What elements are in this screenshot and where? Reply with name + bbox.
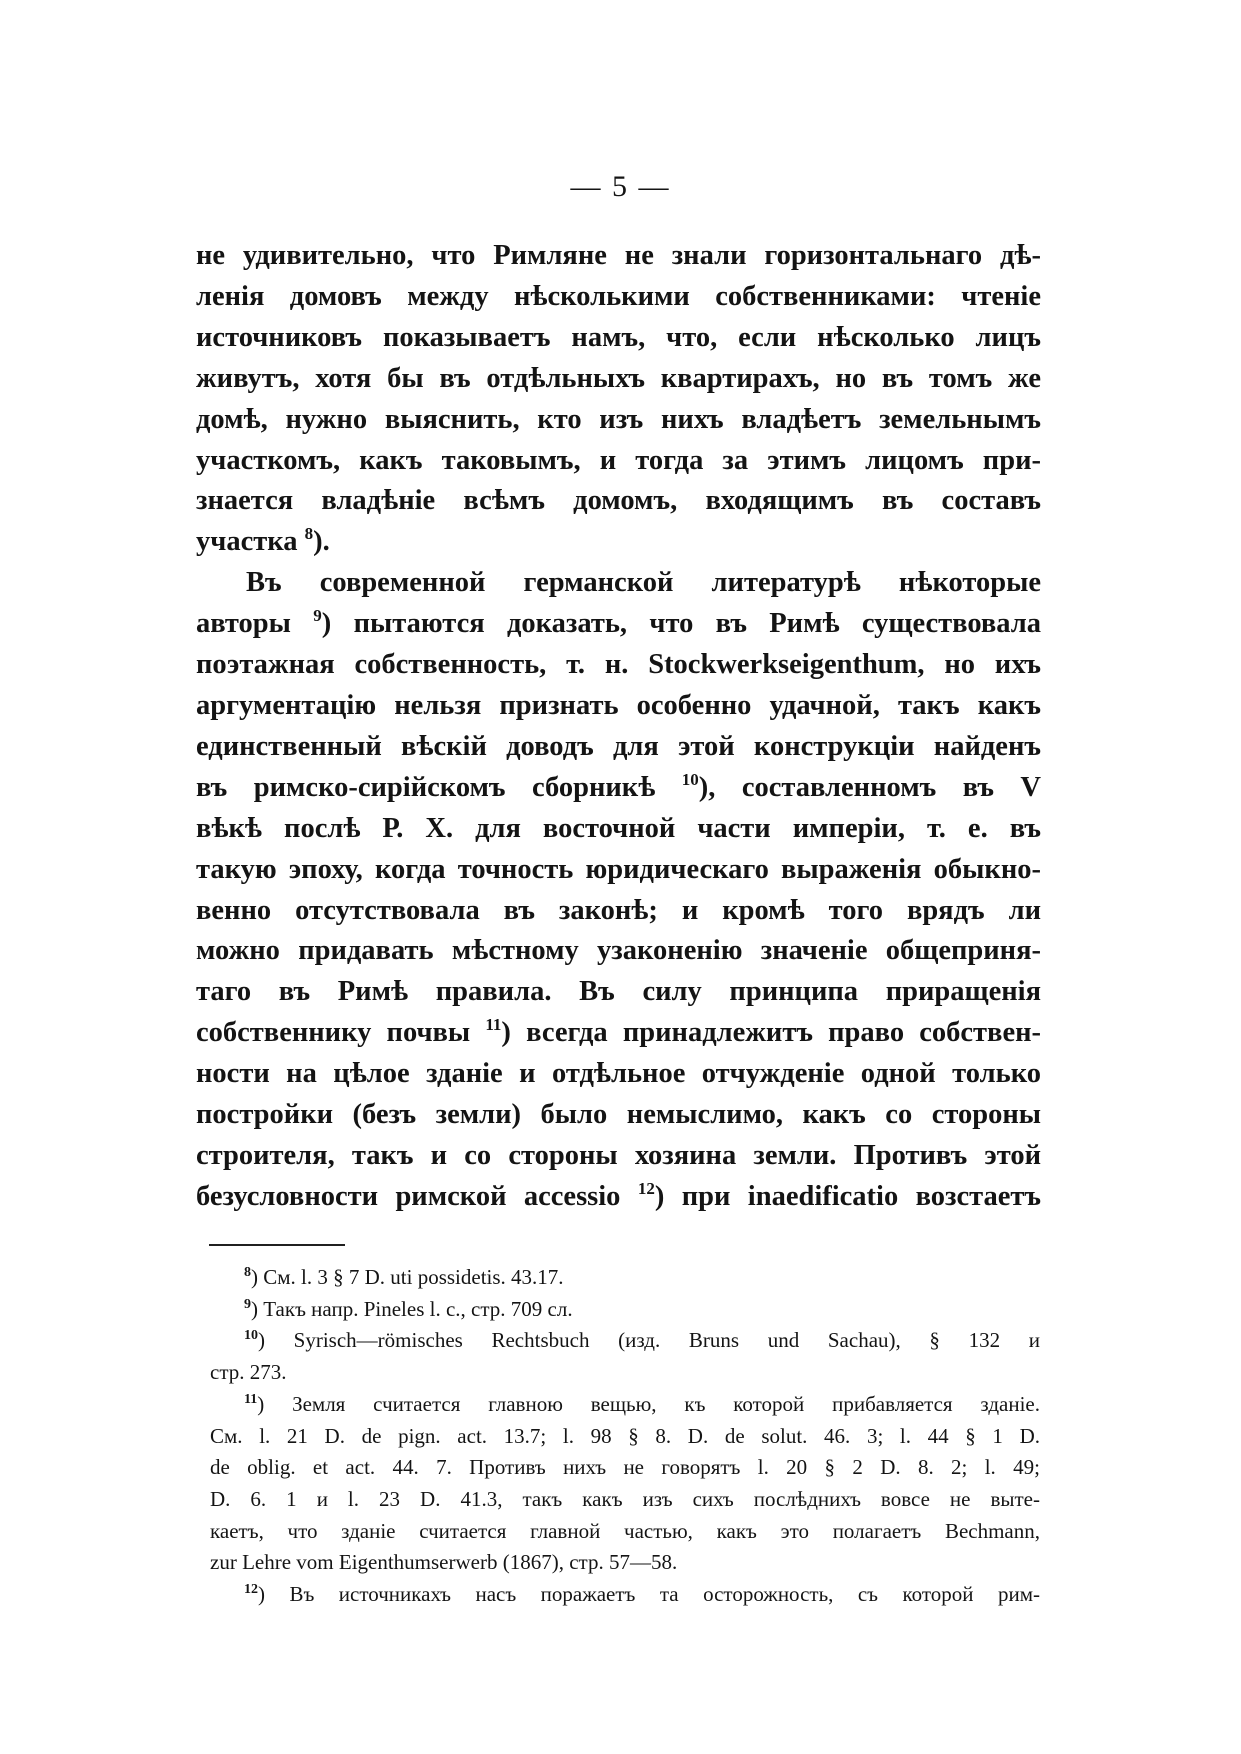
footnote-mark: 9 [244, 1296, 251, 1312]
footnote-text: ) Syrisch—römisches Rechtsbuch (изд. Bruns und Sachau), § 132 и [258, 1328, 1040, 1353]
text-line: таго въ Римѣ правила. Въ силу принципа приращенія [196, 976, 1041, 1008]
text-fragment: авторы [196, 608, 291, 640]
text-line: домѣ, нужно выяснить, кто изъ нихъ владѣетъ земельнымъ [196, 403, 1041, 435]
text-fragment: составленномъ въ V [741, 771, 1042, 803]
text-line: источниковъ показываетъ намъ, что, если нѣсколько лицъ [196, 321, 1041, 353]
footnote-ref-10: 10 [681, 769, 699, 789]
text-line: аргументацію нельзя признать особенно удачной, такъ какъ [196, 689, 1041, 721]
text-line: знается владѣніе всѣмъ домомъ, входящимъ въ составъ [196, 485, 1041, 517]
text-line: ленія домовъ между нѣсколькими собственниками: чтеніе [196, 280, 1041, 312]
page-number: — 5 — [570, 170, 671, 203]
text-line: ности на цѣлое зданіе и отдѣльное отчужденіе одной только [196, 1058, 1041, 1090]
footnote-mark: 10 [244, 1328, 258, 1344]
footnote-mark: 11 [244, 1391, 258, 1407]
text-line: вѣкѣ послѣ Р. Х. для восточной части имперіи, т. е. въ [196, 812, 1041, 844]
footnote-line: стр. 273. [210, 1360, 287, 1385]
punctuation: ) [501, 1017, 511, 1049]
footnotes [210, 1262, 1040, 1611]
text-line: Въ современной германской литературѣ нѣкоторые [246, 567, 1041, 599]
text-line: участкомъ, какъ таковымъ, и тогда за этимъ лицомъ при- [196, 444, 1041, 476]
text-line: единственный вѣскій доводъ для этой конструкціи найденъ [196, 730, 1041, 762]
text-fragment: при inaedificatio возстаетъ [681, 1180, 1041, 1212]
footnote-mark: 8 [244, 1265, 251, 1280]
footnote-8 [210, 1262, 1040, 1294]
text-line: живутъ, хотя бы въ отдѣльныхъ квартирахъ, но въ томъ же [196, 362, 1041, 394]
footnote-ref-11: 11 [485, 1015, 502, 1035]
footnote-text: ) См. l. 3 § 7 D. uti possidetis. 43.17. [251, 1265, 564, 1289]
footnote-line: de oblig. et act. 44. 7. Противъ нихъ не говорятъ l. 20 § 2 D. 8. 2; l. 49; [210, 1455, 1040, 1480]
text-line: не удивительно, что Римляне не знали горизонтальнаго дѣ- [196, 240, 1041, 271]
text-fragment: всегда принадлежитъ право собствен- [526, 1017, 1042, 1049]
text-line [196, 604, 1041, 645]
footnote-ref-8: 8 [304, 524, 314, 544]
punctuation: ) [321, 608, 332, 640]
text-line [196, 1177, 1041, 1218]
footnote-9 [210, 1294, 1040, 1326]
footnote-ref-12: 12 [637, 1178, 655, 1198]
footnote-line: каетъ, что зданіе считается главной частью, какъ это полагаетъ Bechmann, [210, 1518, 1040, 1543]
text-line: постройки (безъ земли) было немыслимо, какъ со стороны [196, 1099, 1041, 1131]
footnote-line: См. l. 21 D. de pign. act. 13.7; l. 98 § 8. D. de solut. 46. 3; l. 44 § 1 D. [210, 1423, 1040, 1448]
footnote-text: ) Такъ напр. Pineles l. c., стр. 709 сл. [251, 1296, 573, 1321]
text-line: строителя, такъ и со стороны хозяина земли. Противъ этой [196, 1139, 1041, 1171]
footnote-12 [210, 1579, 1040, 1611]
text-fragment: собственнику почвы [196, 1017, 471, 1049]
text-line: такую эпоху, когда точность юридическаго выраженія обыкно- [196, 853, 1041, 885]
text-line [196, 522, 1041, 563]
text-line: можно придавать мѣстному узаконенію значеніе общеприня- [196, 935, 1041, 967]
text-fragment: въ римско-сирійскомъ сборникѣ [196, 771, 656, 803]
footnote-line: zur Lehre vom Eigenthumserwerb (1867), стр. 57—58. [210, 1550, 678, 1575]
footnote-line: D. 6. 1 и l. 23 D. 41.3, такъ какъ изъ сихъ послѣднихъ вовсе не выте- [210, 1486, 1040, 1511]
footnote-text: ) Въ источникахъ насъ поражаетъ та осторожность, съ которой рим- [258, 1582, 1040, 1607]
text-line: поэтажная собственность, т. н. Stockwerkseigenthum, но ихъ [196, 649, 1041, 681]
footnote-text: ) Земля считается главною вещью, къ которой прибавляется зданіе. [257, 1391, 1040, 1416]
text-line [196, 768, 1041, 809]
footnote-divider [209, 1244, 345, 1246]
footnote-ref-9: 9 [313, 606, 322, 626]
text-fragment: безусловности римской accessio [196, 1180, 621, 1212]
punctuation: ), [698, 771, 716, 803]
text-line [196, 1013, 1041, 1054]
punctuation: ) [654, 1180, 665, 1212]
text-fragment: участка [196, 526, 298, 558]
footnote-mark: 12 [244, 1582, 258, 1598]
text-fragment: пытаются доказать, что въ Римѣ существовала [353, 608, 1042, 640]
text-line: венно отсутствовала въ законѣ; и кромѣ того врядъ ли [196, 894, 1041, 926]
punctuation: ). [313, 526, 330, 558]
footnote-10 [210, 1325, 1040, 1357]
main-text [196, 236, 1041, 1218]
footnote-11 [210, 1389, 1040, 1421]
